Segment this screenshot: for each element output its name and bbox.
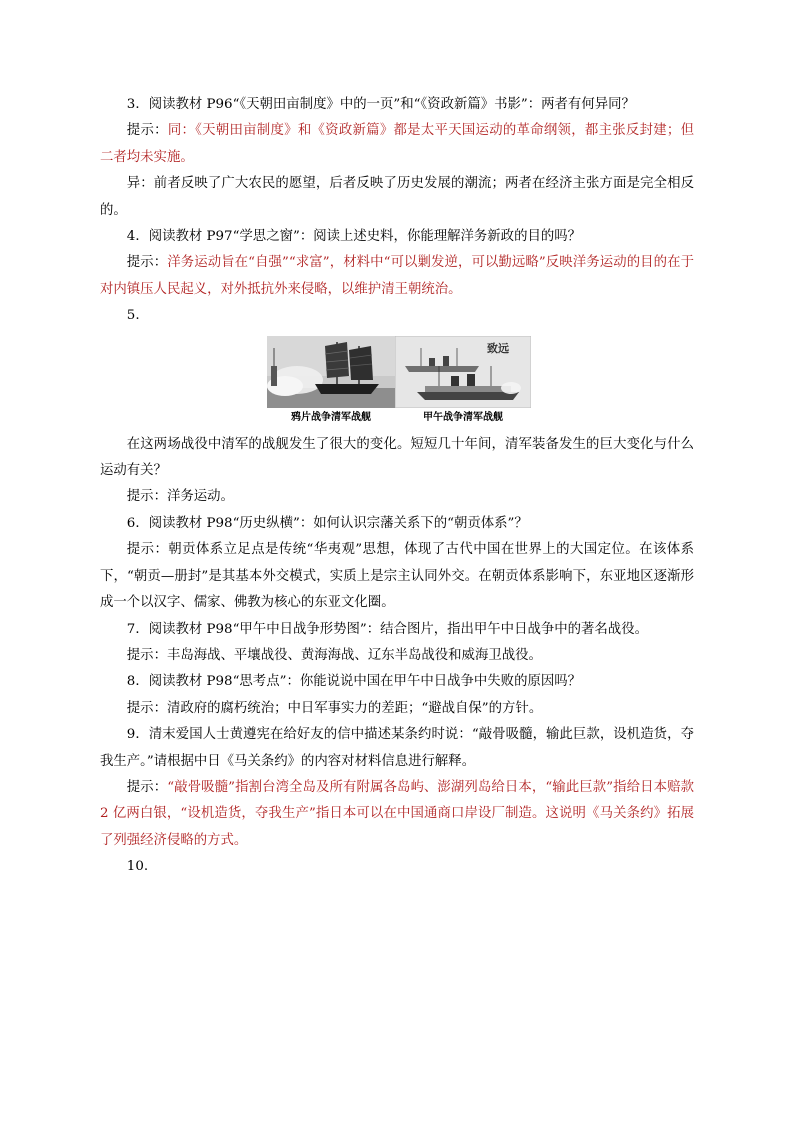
question-9: 9．清末爱国人士黄遵宪在给好友的信中描述某条约时说：“敲骨吸髓，输此巨款，设机造货，夺我生产。”请根据中日《马关条约》的内容对材料信息进行解释。 (100, 727, 694, 769)
sino-japanese-war-ship-image (395, 336, 531, 408)
hint-9 (100, 775, 694, 854)
document-page (100, 92, 694, 881)
hint-4 (100, 250, 694, 303)
question-7: 7．阅读教材 P98“甲午中日战争形势图”：结合图片，指出甲午中日战争中的著名战役。 (126, 621, 648, 637)
question-5: 在这两场战役中清军的战舰发生了很大的变化。短短几十年间，清军装备发生的巨大变化与什么运动有关？ (100, 436, 694, 479)
figure-sino-japanese-war (399, 336, 527, 426)
hint-8: 提示：清政府的腐朽统治；中日军事实力的差距；“避战自保”的方针。 (126, 700, 543, 716)
figure-caption-right: 甲午战争清军战舰 (423, 411, 503, 423)
hint-3-diff: 异：前者反映了广大农民的愿望，后者反映了历史发展的潮流；两者在经济主张方面是完全相反的。 (100, 176, 694, 218)
hint-9-text: “敲骨吸髓”指割台湾全岛及所有附属各岛屿、澎湖列岛给日本，“输此巨款”指给日本赔款 2 亿两白银，“设机造货，夺我生产”指日本可以在中国通商口岸设厂制造。这说明《马关条约》拓展了列强经济侵略的方式。 (100, 779, 694, 848)
item-number-5: 5. (126, 308, 140, 324)
hint-7: 提示：丰岛海战、平壤战役、黄海海战、辽东半岛战役和威海卫战役。 (126, 647, 542, 663)
item-number-10: 10. (126, 859, 149, 875)
ship-name-label: 致远 (487, 341, 509, 355)
question-4: 4．阅读教材 P97“学思之窗”：阅读上述史料，你能理解洋务新政的目的吗？ (126, 229, 582, 245)
hint-5: 提示：洋务运动。 (126, 489, 234, 505)
warship-figure (100, 336, 694, 426)
opium-war-ship-image (267, 336, 395, 408)
hint-6: 提示：朝贡体系立足点是传统“华夷观”思想，体现了古代中国在世界上的大国定位。在该体系下，“朝贡—册封”是其基本外交模式，实质上是宗主认同外交。在朝贡体系影响下，东亚地区逐渐形成一个以汉字、儒家、佛教为核心的东亚文化圈。 (100, 542, 694, 611)
hint-3-same (100, 118, 694, 171)
question-6: 6．阅读教材 P98“历史纵横”：如何认识宗藩关系下的“朝贡体系”？ (126, 515, 528, 531)
hint-3-same-text: 同：《天朝田亩制度》和《资政新篇》都是太平天国运动的革命纲领，都主张反封建；但二者均未实施。 (100, 123, 694, 165)
hint-prefix: 提示： (126, 255, 168, 271)
question-8: 8．阅读教材 P98“思考点”：你能说说中国在甲午中日战争中失败的原因吗？ (126, 674, 582, 690)
figure-opium-war (267, 336, 395, 426)
hint-4-text: 洋务运动旨在“自强”“求富”，材料中“可以剿发逆，可以勤远略”反映洋务运动的目的在于对内镇压人民起义，对外抵抗外来侵略，以维护清王朝统治。 (100, 255, 695, 297)
hint-prefix: 提示： (126, 779, 168, 795)
figure-caption-left: 鸦片战争清军战舰 (291, 411, 371, 423)
question-3: 3．阅读教材 P96“《天朝田亩制度》中的一页”和“《资政新篇》书影”：两者有何异同？ (126, 97, 635, 112)
hint-prefix: 提示： (126, 123, 168, 139)
